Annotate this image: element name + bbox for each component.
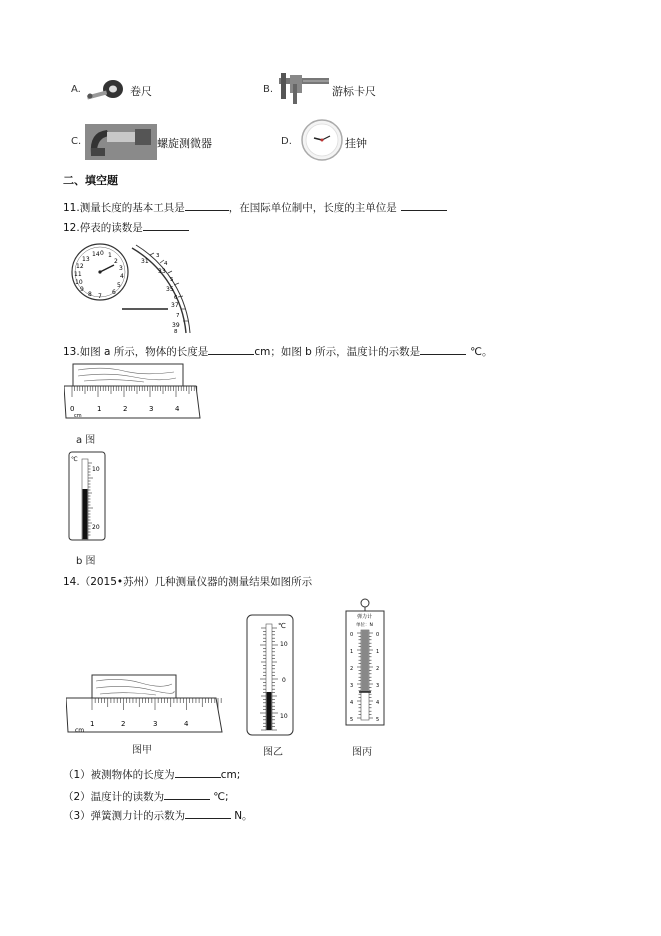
inner-tick: 4: [120, 273, 124, 280]
outer-tick: 31: [141, 258, 149, 265]
fig-bing-spring-scale: [340, 597, 390, 729]
fig-jia-tick-label: 2: [121, 720, 126, 728]
inner-tick: 10: [75, 279, 83, 286]
outer-tick: 39: [172, 322, 180, 329]
option-c-letter: C.: [71, 136, 82, 147]
inner-tick: 7: [98, 293, 102, 300]
inner-tick: 9: [80, 286, 84, 293]
fig-bing-tick-label: 2: [350, 666, 354, 672]
sub-q2-text: （2）温度计的读数为: [63, 791, 165, 803]
inner-tick: 14: [92, 251, 100, 258]
q13-part1: 13.如图 a 所示，物体的长度是: [63, 346, 209, 358]
fig-jia-tick-label: 4: [184, 720, 189, 728]
fig-bing-unit: 单位：N: [356, 623, 373, 628]
ruler-a-tick-label: 4: [175, 405, 180, 413]
caption-yi: 图乙: [263, 747, 283, 758]
fig-bing-tick-label-right: 0: [376, 632, 380, 638]
thermo-b-tick-label: 20: [92, 524, 100, 531]
sub-q3-unit: N。: [234, 810, 253, 822]
option-a-text: 卷尺: [130, 85, 152, 98]
q13-blank-1[interactable]: [208, 345, 254, 355]
fig-yi-unit: ℃: [278, 622, 286, 630]
sub-q1-unit: cm;: [220, 769, 241, 781]
fig-bing-tick-label-right: 1: [376, 649, 380, 655]
q13-part2: cm；如图 b 所示，温度计的示数是: [254, 346, 421, 358]
fig-jia-unit: cm: [75, 727, 85, 734]
sub-q1-text: （1）被测物体的长度为: [63, 769, 175, 781]
outer-tick: 33: [158, 268, 166, 275]
option-b-letter: B.: [263, 84, 274, 95]
thermometer-b-figure: [68, 451, 108, 543]
thermo-b-unit: ℃: [71, 456, 78, 463]
fig-bing-tick-label-right: 5: [376, 717, 380, 723]
ruler-a-figure: [64, 362, 204, 424]
outer-tick: 37: [171, 302, 179, 309]
q13-part3: ℃。: [470, 346, 493, 358]
option-b-text: 游标卡尺: [332, 85, 376, 98]
outer-value: 3: [156, 253, 160, 259]
q11-blank-1[interactable]: [185, 201, 229, 211]
micrometer-icon: [85, 124, 157, 160]
fig-jia-tick-label: 3: [153, 720, 158, 728]
option-d-letter: D.: [281, 136, 292, 147]
inner-tick: 12: [76, 263, 84, 270]
sub-q2-blank[interactable]: [164, 790, 210, 800]
ruler-a-unit: cm: [74, 413, 82, 419]
inner-tick: 5: [117, 282, 121, 289]
sub-q3-text: （3）弹簧测力计的示数为: [63, 810, 186, 822]
outer-value: 6: [174, 295, 178, 301]
outer-value: 8: [174, 329, 178, 335]
option-c-text: 螺旋测微器: [157, 137, 212, 150]
fig-yi-tick-label: 10: [280, 641, 288, 648]
fig-yi-thermometer: [246, 614, 296, 738]
sub-q2-unit: ℃;: [213, 791, 229, 803]
question-11: [63, 200, 447, 215]
ruler-a-tick-label: 1: [97, 405, 102, 413]
q12-blank[interactable]: [143, 221, 189, 231]
q11-part1: 11.测量长度的基本工具是: [63, 202, 185, 214]
sub-q3-blank[interactable]: [185, 809, 231, 819]
sub-q1-blank[interactable]: [175, 768, 221, 778]
inner-tick: 2: [114, 258, 118, 265]
q11-part2: ，在国际单位制中，长度的主单位是: [228, 202, 397, 214]
fig-bing-tick-label: 4: [350, 700, 354, 706]
ruler-a-tick-label: 0: [70, 405, 75, 413]
caption-jia: 图甲: [132, 745, 152, 756]
outer-value: 7: [176, 313, 180, 319]
stopwatch-figure: [62, 243, 192, 335]
inner-tick: 1: [108, 252, 112, 259]
wall-clock-icon: [300, 118, 344, 162]
question-14: 14.（2015•苏州）几种测量仪器的测量结果如图所示: [63, 576, 313, 588]
vernier-caliper-icon: [277, 71, 331, 107]
q12-text: 12.停表的读数是: [63, 222, 143, 234]
thermo-b-tick-label: 10: [92, 466, 100, 473]
fig-bing-tick-label-right: 4: [376, 700, 380, 706]
option-d-text: 挂钟: [345, 137, 367, 150]
fig-bing-tick-label: 1: [350, 649, 354, 655]
inner-tick: 6: [112, 289, 116, 296]
fig-jia-tick-label: 1: [90, 720, 95, 728]
tape-measure-icon: [84, 78, 128, 102]
inner-tick: 13: [82, 256, 90, 263]
fig-bing-tick-label-right: 3: [376, 683, 380, 689]
question-12: [63, 220, 189, 235]
fig-jia-ruler: [66, 672, 224, 736]
fig-bing-title: 弹力计: [357, 614, 373, 620]
q11-blank-2[interactable]: [401, 201, 447, 211]
fig-bing-tick-label-right: 2: [376, 666, 380, 672]
inner-tick: 0: [100, 250, 104, 257]
caption-b: b 图: [76, 556, 96, 567]
fig-bing-tick-label: 5: [350, 717, 354, 723]
inner-tick: 8: [88, 291, 92, 298]
fig-bing-tick-label: 3: [350, 683, 354, 689]
inner-tick: 11: [74, 271, 82, 278]
ruler-a-tick-label: 2: [123, 405, 128, 413]
question-13: [63, 344, 492, 359]
caption-bing: 图丙: [352, 747, 372, 758]
fig-bing-tick-label: 0: [350, 632, 354, 638]
sub-question-3: [63, 808, 253, 823]
outer-tick: 35: [166, 286, 174, 293]
inner-tick: 3: [119, 265, 123, 272]
outer-value: 4: [164, 261, 168, 267]
section-title: 二、填空题: [63, 174, 118, 187]
q13-blank-2[interactable]: [420, 345, 466, 355]
caption-a: a 图: [76, 435, 96, 446]
fig-yi-tick-label: 10: [280, 713, 288, 720]
option-a-letter: A.: [71, 84, 81, 95]
ruler-a-tick-label: 3: [149, 405, 154, 413]
outer-value: 5: [170, 277, 174, 283]
sub-question-2: [63, 789, 229, 804]
fig-yi-tick-label: 0: [282, 677, 286, 684]
sub-question-1: [63, 767, 240, 782]
